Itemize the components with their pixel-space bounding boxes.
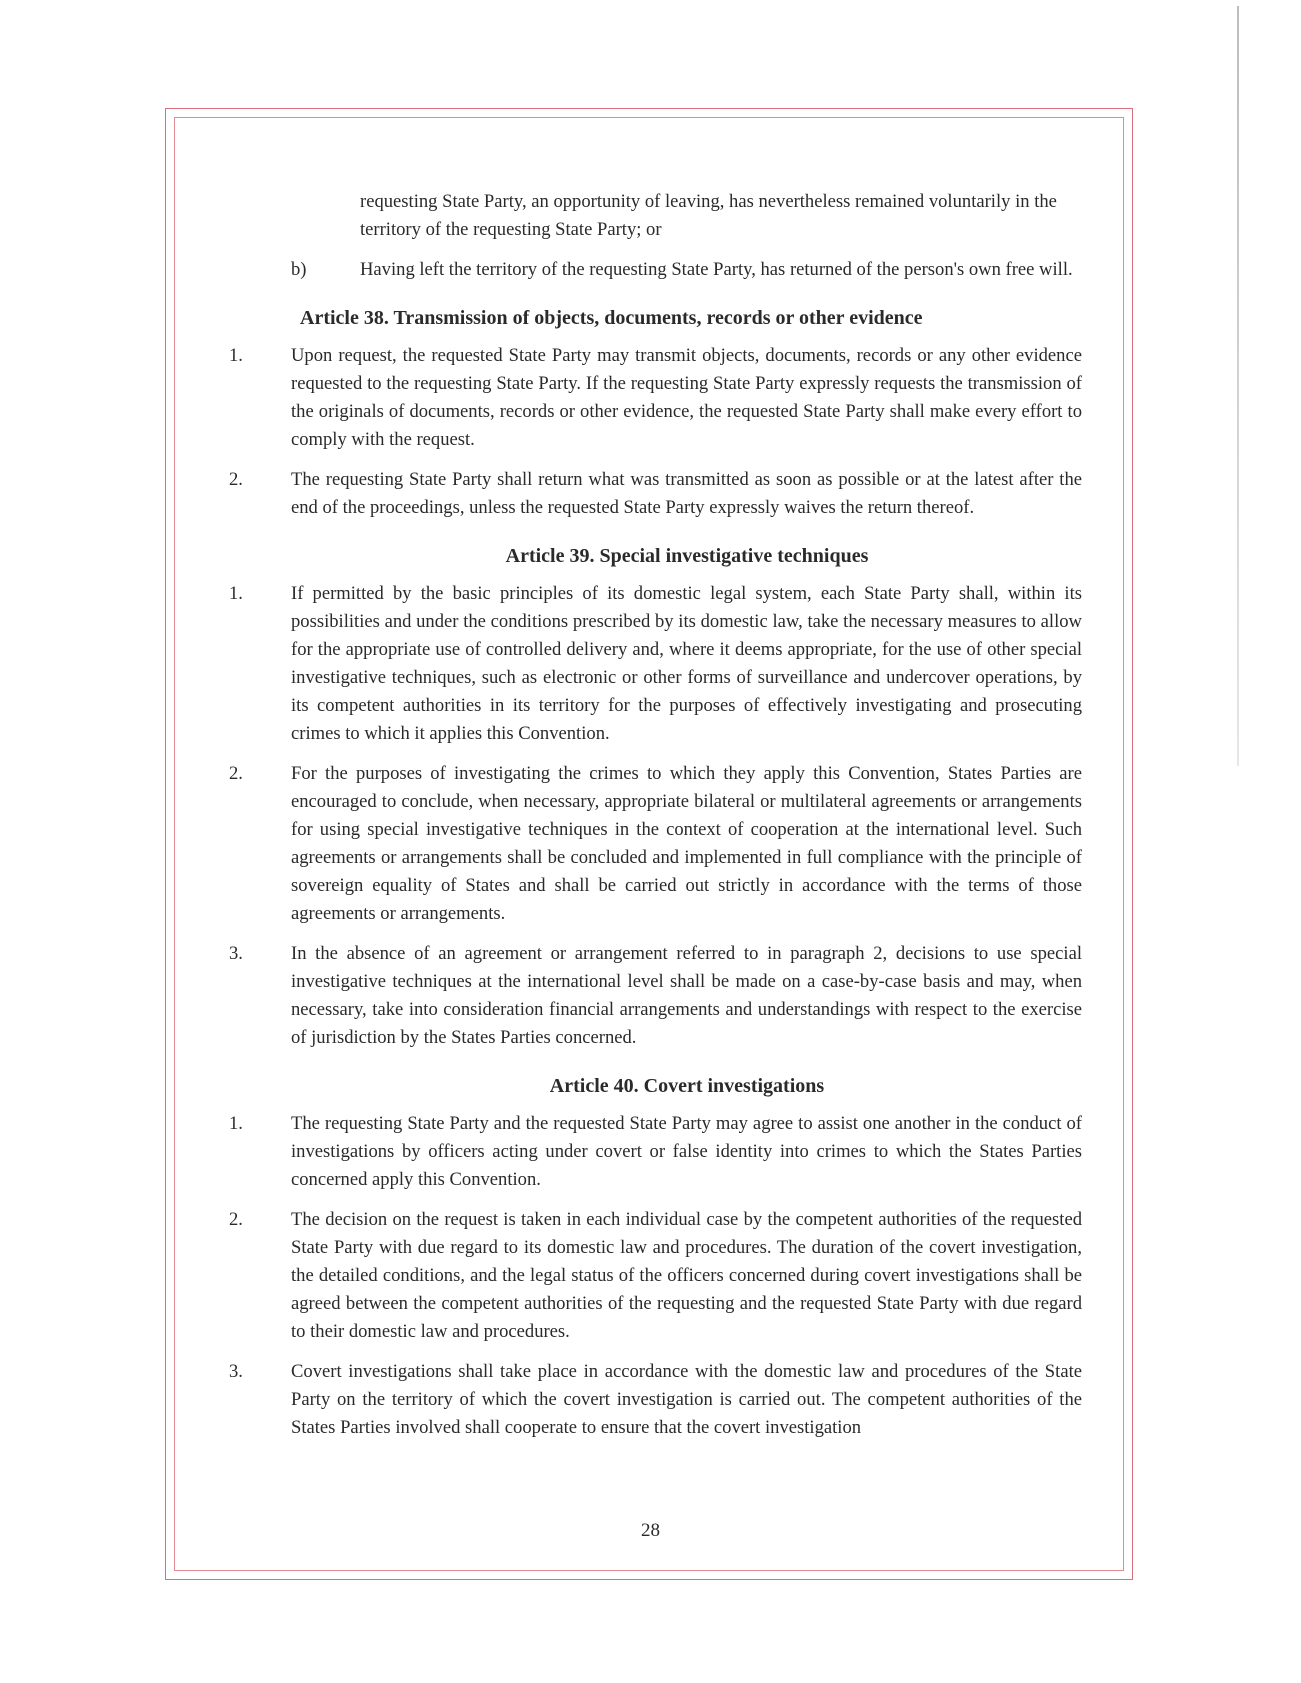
article-38-para-2 <box>220 466 1082 522</box>
list-item-label: b) <box>291 259 307 280</box>
paragraph-number: 3. <box>229 943 243 964</box>
paragraph-text: The requesting State Party shall return what was transmitted as soon as possible or at the latest after the end of the proceedings, unless the requested State Party expressly waives the return thereof. <box>291 469 1082 518</box>
paragraph-text: For the purposes of investigating the crimes to which they apply this Convention, States Parties are encouraged to conclude, when necessary, appropriate bilateral or multilateral agreements or arrangements for using special investigative techniques in the context of cooperation at the international level. Such agreements or arrangements shall be concluded and implemented in full compliance with the principle of sovereign equality of States and shall be carried out strictly in accordance with the terms of those agreements or arrangements. <box>291 763 1082 924</box>
article-38-heading: Article 38. Transmission of objects, documents, records or other evidence <box>300 307 923 329</box>
list-item-b <box>220 256 1082 284</box>
paragraph-text: In the absence of an agreement or arrangement referred to in paragraph 2, decisions to use special investigative techniques at the international level shall be made on a case-by-case basis and may, when necessary, take into consideration financial arrangements and understandings with respect to the exercise of jurisdiction by the States Parties concerned. <box>291 943 1082 1048</box>
article-40-para-2 <box>220 1206 1082 1346</box>
paragraph-text: The requesting State Party and the requested State Party may agree to assist one another in the conduct of investigations by officers acting under covert or false identity into crimes to which the States Parties concerned apply this Convention. <box>291 1113 1082 1190</box>
paragraph-number: 2. <box>229 1209 243 1230</box>
document-body <box>220 188 1082 1454</box>
page-number: 28 <box>641 1520 660 1541</box>
paragraph-number: 2. <box>229 763 243 784</box>
paragraph-number: 3. <box>229 1361 243 1382</box>
list-item-text: Having left the territory of the requesting State Party, has returned of the person's own free will. <box>360 259 1073 280</box>
article-38-para-1 <box>220 342 1082 454</box>
article-39-para-1 <box>220 580 1082 748</box>
paragraph-number: 1. <box>229 1113 243 1134</box>
article-40-para-3 <box>220 1358 1082 1442</box>
article-39-para-2 <box>220 760 1082 928</box>
article-40-para-1 <box>220 1110 1082 1194</box>
continuation-text: requesting State Party, an opportunity of leaving, has nevertheless remained voluntarily in the territory of the requesting State Party; or <box>360 191 1057 240</box>
article-39-heading: Article 39. Special investigative techniques <box>505 545 869 567</box>
scan-edge-line <box>1237 6 1239 766</box>
paragraph-text: If permitted by the basic principles of its domestic legal system, each State Party shall, within its possibilities and under the conditions prescribed by its domestic law, take the necessary measures to allow for the appropriate use of controlled delivery and, where it deems appropriate, for the use of other special investigative techniques, such as electronic or other forms of surveillance and undercover operations, by its competent authorities in its territory for the purposes of effectively investigating and prosecuting crimes to which it applies this Convention. <box>291 583 1082 744</box>
article-40-heading: Article 40. Covert investigations <box>549 1075 825 1097</box>
paragraph-text: Covert investigations shall take place in accordance with the domestic law and procedures of the State Party on the territory of which the covert investigation is carried out. The competent authorities of the States Parties involved shall cooperate to ensure that the covert investigation <box>291 1361 1082 1438</box>
paragraph-number: 1. <box>229 345 243 366</box>
paragraph-number: 1. <box>229 583 243 604</box>
paragraph-text: The decision on the request is taken in each individual case by the competent authorities of the requested State Party with due regard to its domestic law and procedures. The duration of the covert investigation, the detailed conditions, and the legal status of the officers concerned during covert investigations shall be agreed between the competent authorities of the requesting and the requested State Party with due regard to their domestic law and procedures. <box>291 1209 1082 1342</box>
article-39-para-3 <box>220 940 1082 1052</box>
paragraph-text: Upon request, the requested State Party may transmit objects, documents, records or any other evidence requested to the requesting State Party. If the requesting State Party expressly requests the transmission of the originals of documents, records or other evidence, the requested State Party shall make every effort to comply with the request. <box>291 345 1082 450</box>
paragraph-number: 2. <box>229 469 243 490</box>
